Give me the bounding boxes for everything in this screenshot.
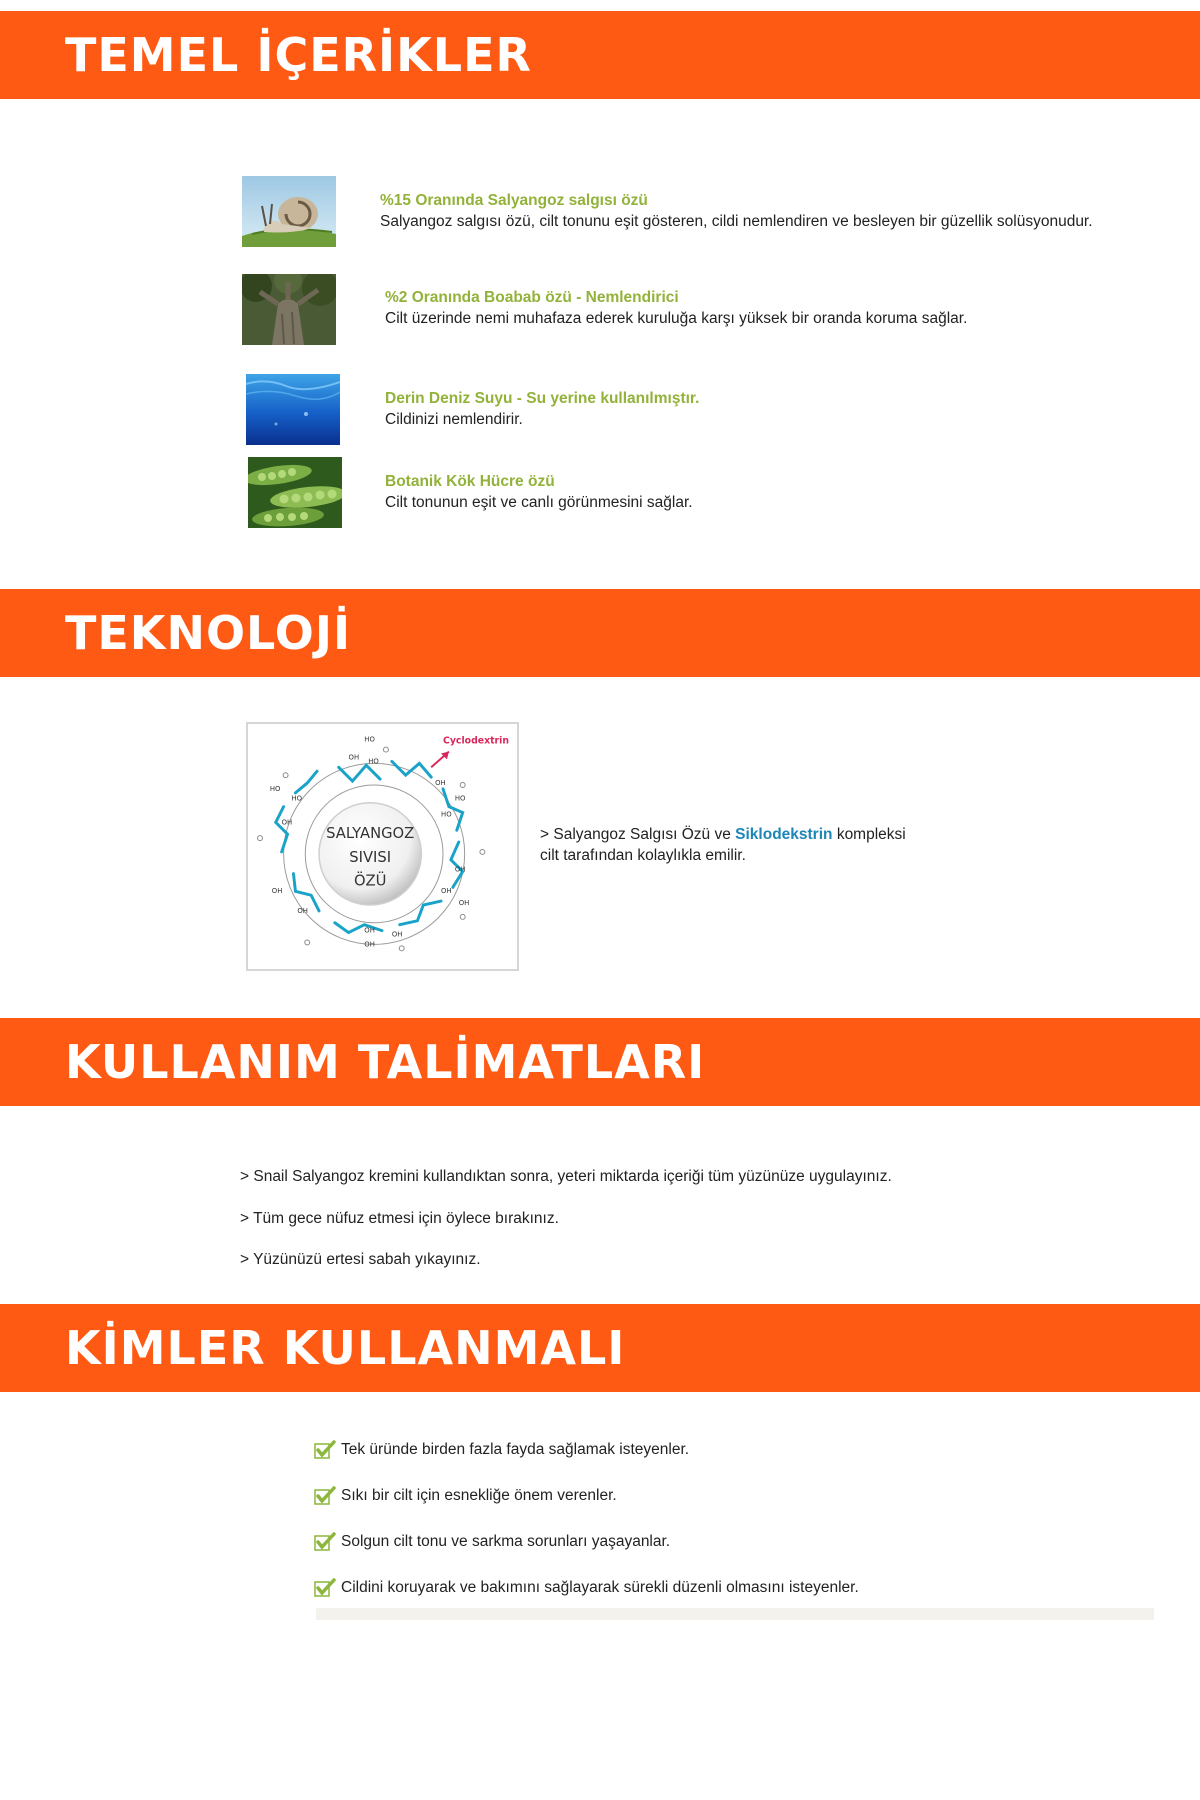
diagram-label: Cyclodextrin: [443, 735, 509, 747]
section-title-ingredients: TEMEL İÇERİKLER: [65, 28, 532, 82]
svg-text:OH: OH: [271, 887, 283, 896]
audience-item-label: Cildini koruyarak ve bakımını sağlayarak sürekli düzenli olmasını isteyenler.: [341, 1579, 859, 1596]
svg-text:HO: HO: [441, 810, 452, 819]
deep-sea-water-photo: [246, 374, 340, 445]
svg-text:HO: HO: [269, 784, 281, 793]
cyclodextrin-diagram: [246, 722, 519, 971]
ingredient-title: Botanik Kök Hücre özü: [385, 473, 555, 490]
usage-step: > Snail Salyangoz kremini kullandıktan sonra, yeteri miktarda içeriği tüm yüzünüze uygulayınız.: [240, 1168, 892, 1185]
ingredient-title: Derin Deniz Suyu - Su yerine kullanılmıştır.: [385, 390, 700, 407]
ingredient-title: %2 Oranında Boabab özü - Nemlendirici: [385, 289, 679, 306]
svg-text:OH: OH: [364, 926, 375, 935]
section-banner-ingredients: [0, 11, 1200, 99]
section-title-technology: TEKNOLOJİ: [65, 606, 352, 660]
ingredient-description: Cilt üzerinde nemi muhafaza ederek kuruluğa karşı yüksek bir oranda koruma sağlar.: [385, 310, 968, 327]
technology-text-highlight: Siklodekstrin: [735, 826, 833, 843]
checkmark-icon: [314, 1532, 336, 1552]
svg-text:OH: OH: [435, 779, 446, 788]
audience-item-label: Solgun cilt tonu ve sarkma sorunları yaşayanlar.: [341, 1533, 671, 1550]
audience-item: [314, 1438, 689, 1462]
svg-text:HO: HO: [454, 794, 466, 803]
technology-text-line2: cilt tarafından kolaylıkla emilir.: [540, 847, 746, 864]
svg-text:OH: OH: [441, 887, 452, 896]
checkmark-icon: [314, 1578, 336, 1598]
svg-text:OH: OH: [454, 865, 466, 874]
usage-step: > Yüzünüzü ertesi sabah yıkayınız.: [240, 1251, 481, 1268]
footer-divider: [316, 1608, 1154, 1620]
section-banner-technology: [0, 589, 1200, 677]
svg-text:OH: OH: [348, 753, 360, 762]
audience-item: [314, 1576, 859, 1600]
audience-item: [314, 1484, 617, 1508]
audience-item-label: Sıkı bir cilt için esnekliğe önem verenler.: [341, 1487, 617, 1504]
section-title-usage: KULLANIM TALİMATLARI: [65, 1035, 706, 1089]
audience-item: [314, 1530, 670, 1554]
checkmark-icon: [314, 1440, 336, 1460]
diagram-center-line1: SALYANGOZ: [326, 825, 415, 843]
ingredient-description: Salyangoz salgısı özü, cilt tonunu eşit gösteren, cildi nemlendiren ve besleyen bir güzellik solüsyonudur.: [380, 213, 1093, 230]
checkmark-icon: [314, 1486, 336, 1506]
svg-text:OH: OH: [364, 940, 375, 949]
section-banner-usage: [0, 1018, 1200, 1106]
svg-text:OH: OH: [391, 930, 403, 939]
technology-description: [540, 824, 906, 866]
svg-text:HO: HO: [291, 794, 303, 803]
svg-text:HO: HO: [368, 757, 379, 766]
section-title-audience: KİMLER KULLANMALI: [65, 1321, 626, 1375]
technology-text-prefix: > Salyangoz Salgısı Özü ve: [540, 826, 731, 843]
section-banner-audience: [0, 1304, 1200, 1392]
diagram-center-line3: ÖZÜ: [353, 872, 387, 890]
svg-text:HO: HO: [364, 735, 375, 744]
audience-item-label: Tek üründe birden fazla fayda sağlamak isteyenler.: [341, 1441, 690, 1458]
baobab-tree-photo: [242, 274, 336, 345]
technology-text-suffix: kompleksi: [836, 826, 906, 843]
pea-pods-photo: [248, 457, 342, 528]
ingredient-description: Cildinizi nemlendirir.: [385, 411, 523, 428]
svg-text:OH: OH: [281, 818, 293, 827]
ingredient-description: Cilt tonunun eşit ve canlı görünmesini sağlar.: [385, 494, 693, 511]
svg-text:OH: OH: [458, 899, 470, 908]
svg-text:OH: OH: [297, 906, 308, 915]
ingredient-title: %15 Oranında Salyangoz salgısı özü: [380, 192, 648, 209]
usage-step: > Tüm gece nüfuz etmesi için öylece bırakınız.: [240, 1210, 559, 1227]
diagram-center-line2: SIVISI: [349, 848, 392, 866]
snail-photo: [242, 176, 336, 247]
